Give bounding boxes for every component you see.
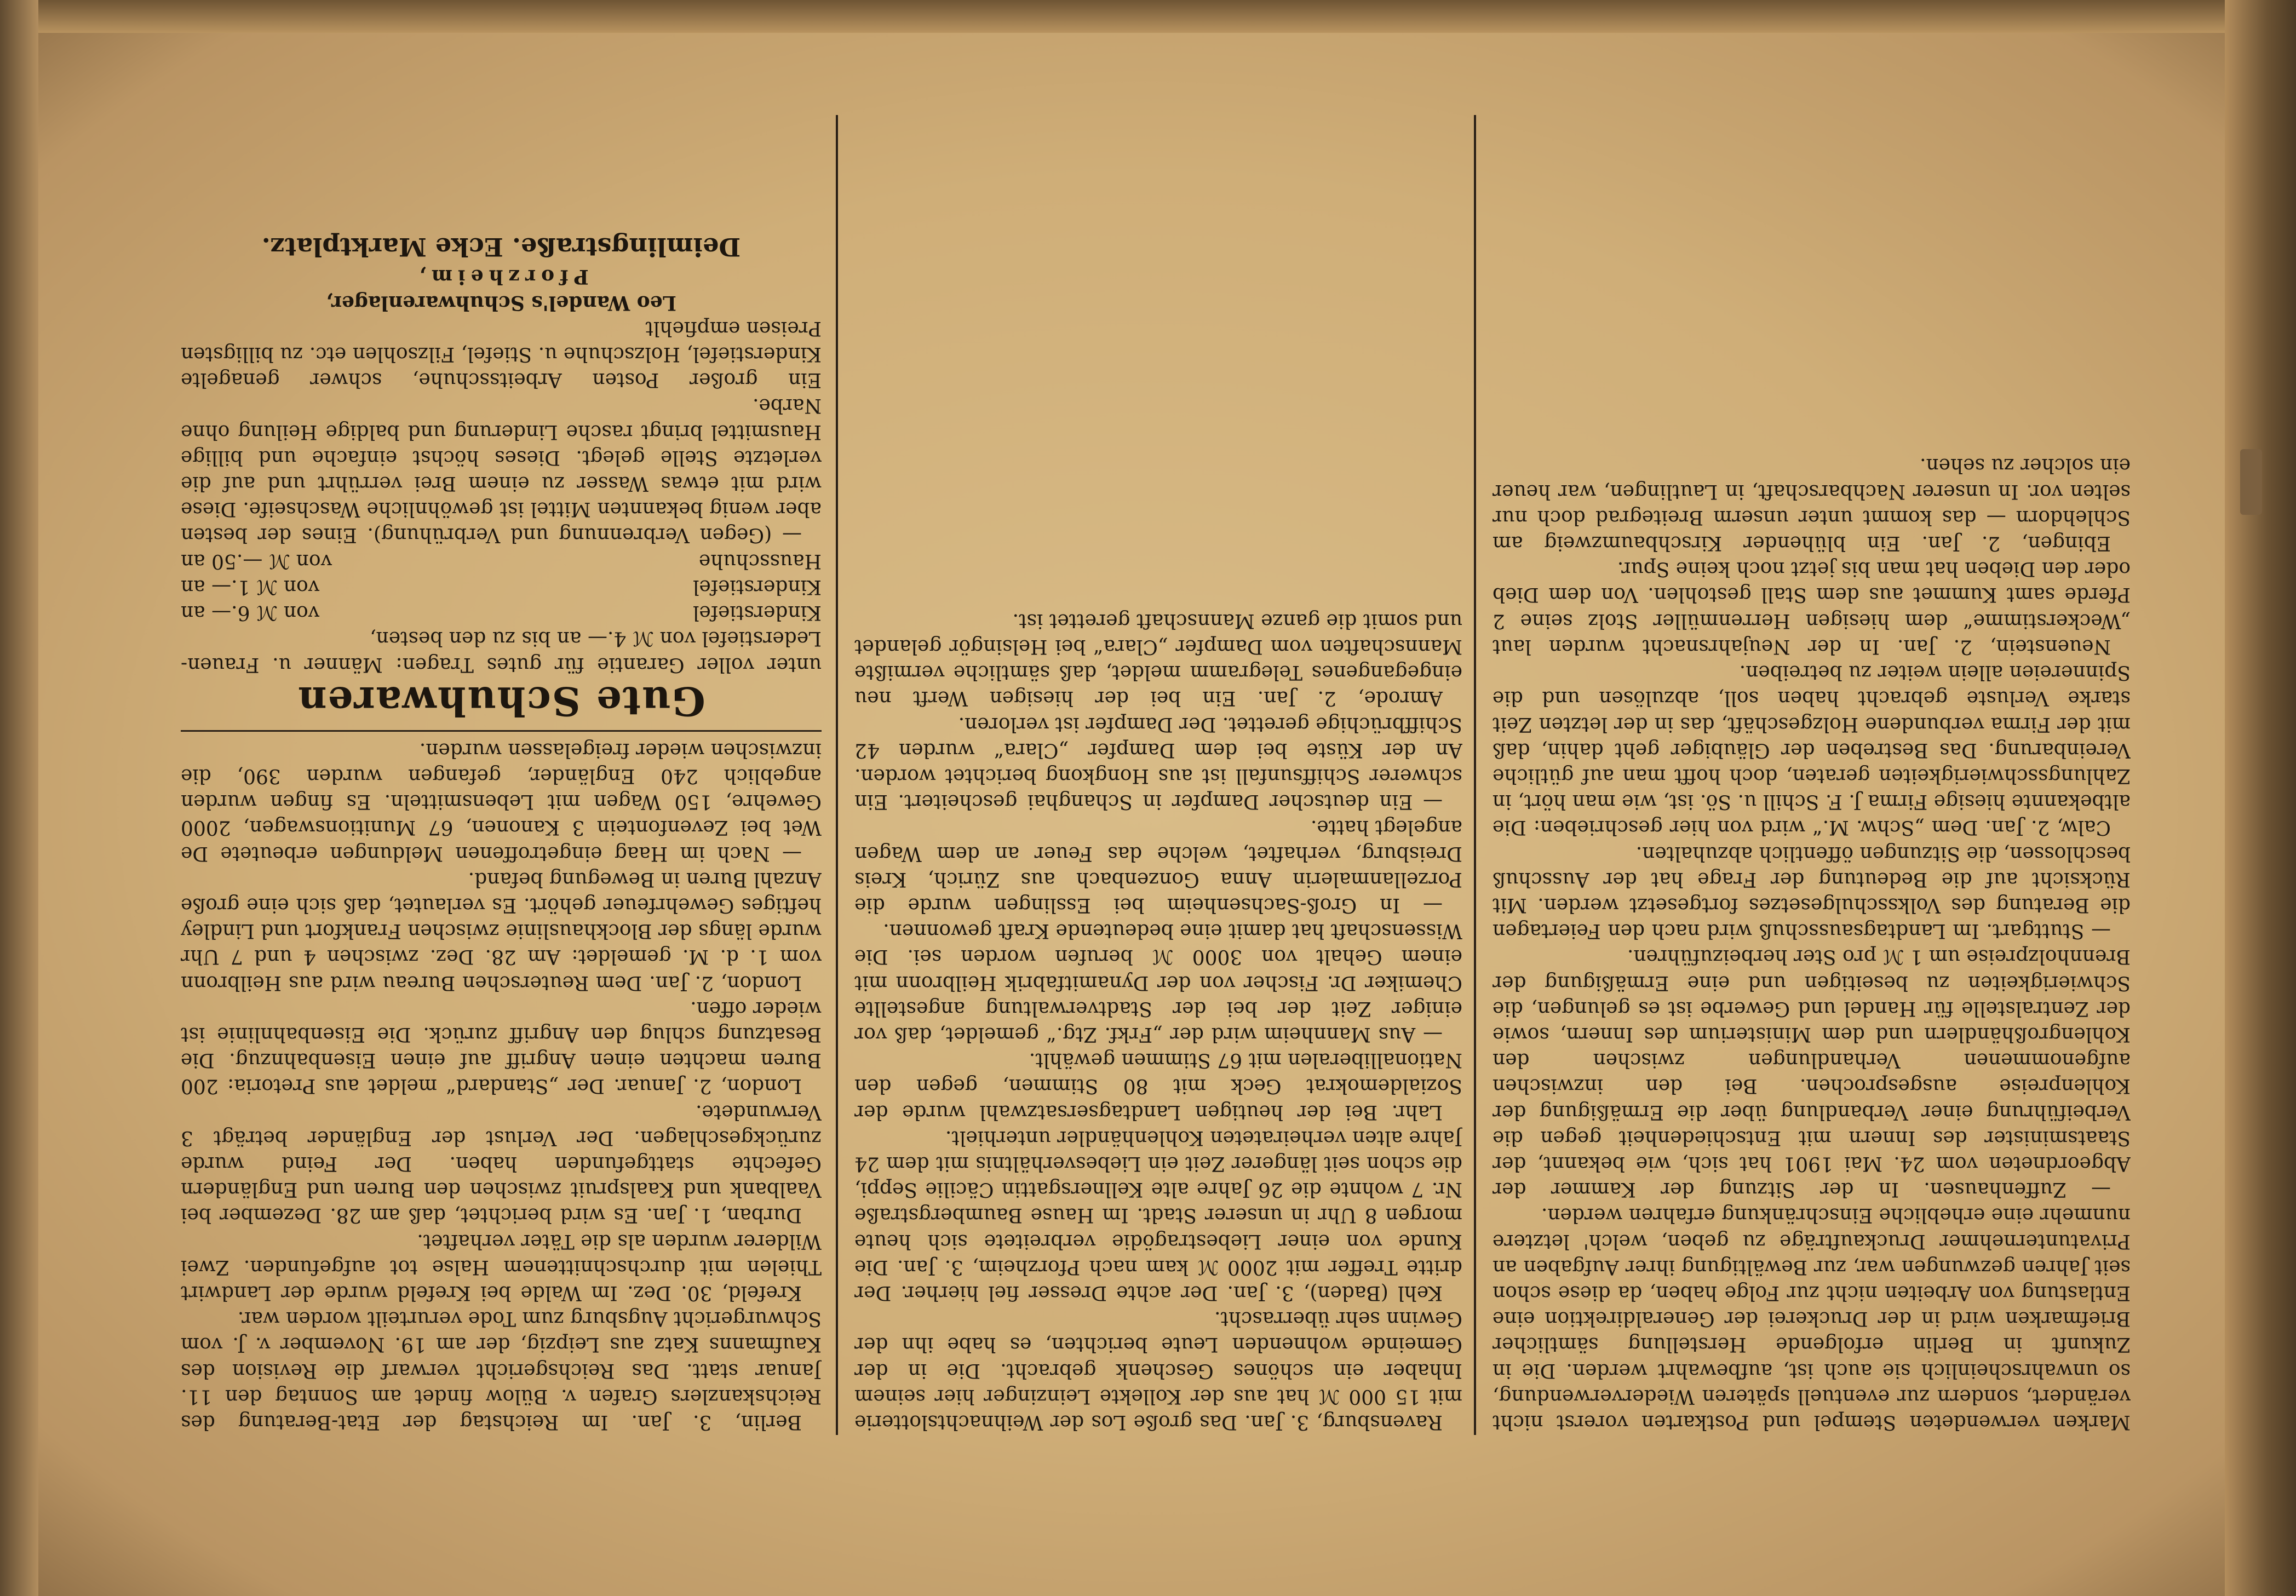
price-item-name: Kinderstiefel [692,601,822,624]
ad-intro: unter voller Garantie für gutes Tragen: Männer u. Frauen-Lederstiefel von ℳ 4.— an bis zu den besten, [181,627,822,676]
article-paragraph: Marken verwendeten Stempel und Postkarten vorerst nicht verändert, sondern zur eventuell späteren Wiederverwendung, so unwahrscheinlich sie auch ist, aufbewahrt werden. Die in Zukunft in Berlin erfolgende Herstellung sämtlicher Briefmarken wird in der Druckerei der Generaldirektion eine Entlastung von Arbeiten nicht zur Folge haben, da diese schon seit Jahren gezwungen war, zur Bewältigung ihrer Aufgaben an Privatunternehmer Druckaufträge zu geben, welch' letztere nunmehr eine erhebliche Einschränkung erfahren werden. [1493,1204,2131,1433]
section-divider [181,730,822,732]
newspaper-page [181,115,2131,1435]
column-rule [836,115,838,1435]
article-paragraph: London, 2. Januar. Der „Standard“ meldet aus Pretoria: 200 Buren machten einen Angriff auf einen Eisenbahnzug. Die Besatzung schlug den Angriff zurück. Die Eisenbahnlinie ist wieder offen. [181,997,822,1098]
price-item-price: von ℳ 1.— an [181,575,320,598]
price-item-name: Hausschuhe [698,549,822,572]
article-paragraph: — In Groß-Sachsenheim bei Esslingen wurde die Porzellanmalerin Anna Gonzenbach aus Zürich, Kreis Dreisburg, verhaftet, welche das Feuer an dem Wagen angelegt hatte. [854,816,1462,916]
ad-text: Ein großer Posten Arbeitsschuhe, schwer genagelte Kinderstiefel, Holzschuhe u. Stiefel, Filzsohlen etc. zu billigsten Preisen empfiehlt [181,317,822,392]
article-paragraph: Lahr. Bei der heutigen Landtagsersatzwahl wurde der Sozialdemokrat Geck mit 80 Stimmen, gegen den Nationalliberalen mit 67 Stimmen gewählt. [854,1049,1462,1123]
article-paragraph: Ravensburg, 3. Jan. Das große Los der Weihnachtslotterie mit 15 000 ℳ hat aus der Kollekte Leinzinger hier seinem Inhaber ein schönes Geschenk gebracht. Die in der Gemeinde wohnenden Leute berichten, es habe ihn der Gewinn sehr überrascht. [854,1307,1462,1433]
article-paragraph: — Stuttgart. Im Landtagsausschuß wird nach den Feiertagen die Beratung des Volksschulgesetzes fortgesetzt werden. Mit Rücksicht auf die Bedeutung der Frage hat der Ausschuß beschlossen, die Sitzungen öffentlich abzuhalten. [1493,842,2131,943]
column-left [1493,115,2131,1435]
advertisement [181,231,822,724]
price-list [181,548,822,626]
article-paragraph: Berlin, 3. Jan. Im Reichstag der Etat-Beratung des Reichskanzlers Grafen v. Bülow findet am Sonntag den 11. Januar statt. Das Reichsgericht verwarf die Revision des Kaufmanns Katz aus Leipzig, der am 19. November v. J. vom Schwurgericht Augsburg zum Tode verurteilt worden war. [181,1307,822,1433]
price-item-price: von ℳ 6.— an [181,601,320,624]
ad-shop-name: Leo Wandel's Schuhwarenlager, [326,291,676,314]
article-paragraph: London, 2. Jan. Dem Reuterschen Bureau wird aus Heilbronn vom 1. d. M. gemeldet: Am 28. Dez. zwischen 4 und 7 Uhr wurde längs der Blockhauslinie zwischen Frankfort und Lindley heftiges Gewehrfeuer gehört. Es verlautet, daß sich eine große Anzahl Buren in Bewegung befand. [181,868,822,994]
column-rule [1474,115,1476,1435]
article-paragraph: Kehl (Baden), 3. Jan. Der achte Dresser fiel hierher. Der dritte Treffer mit 2000 ℳ kam nach Pforzheim, 3. Jan. Die Kunde von einer Liebestragödie verbreitete sich heute morgen 8 Uhr in unserer Stadt. Im Hause Baumbergstraße Nr. 7 wohnte die 26 Jahre alte Kellnersgattin Cäcilie Seppi, die schon seit längerer Zeit ein Liebesverhältnis mit dem 24 Jahre alten verheirateten Kohlenhändler unterhielt. [854,1126,1462,1304]
price-item-price: von ℳ —.50 an [181,549,332,572]
ad-address: Deimlingstraße. Ecke Marktplatz. [261,232,741,262]
article-paragraph: Neuenstein, 2. Jan. In der Neujahrsnacht wurden laut „Weckerstimme“ dem hiesigen Herrenmüller Stolz seine 2 Pferde samt Kummet aus dem Stall gestohlen. Von dem Dieb oder den Dieben hat man bis jetzt noch keine Spur. [1493,558,2131,658]
article-paragraph: — Aus Mannheim wird der „Frkf. Ztg.“ gemeldet, daß vor einiger Zeit der bei der Stadtverwaltung angestellte Chemiker Dr. Fischer von der Dynamitfabrik Heilbronn mit einem Gehalt von 3000 ℳ berufen worden sei. Die Wissenschaft hat damit eine bedeutende Kraft gewonnen. [854,920,1462,1046]
ad-city: Pforzheim, [414,265,589,289]
article-paragraph: — Zuffenhausen. In der Sitzung der Kammer der Abgeordneten vom 24. Mai 1901 hat sich, wie bekannt, der Staatsminister des Innern mit Entschiedenheit gegen die Verbeiführung einer Verbandlung über die Ermäßigung der Kohlenpreise ausgesprochen. Bei den inzwischen aufgenommenen Verhandlungen zwischen den Kohlengroßhändlern und dem Ministerium des Innern, sowie der Zentralstelle für Handel und Gewerbe ist es gelungen, die Schwierigkeiten zu beseitigen und eine Ermäßigung der Brennholzpreise um 1 ℳ pro Ster herbeizuführen. [1493,945,2131,1201]
column-middle [854,115,1462,1435]
ad-title: Gute Schuhwaren [297,678,705,725]
article-paragraph: — Nach im Haag eingetroffenen Meldungen erbeutete De Wet bei Zevenfontein 3 Kanonen, 67 Munitionswagen, 2000 Gewehre, 150 Wagen mit Lebensmitteln. Es fingen wurden angeblich 240 Engländer, gefangen wurden 390, die inzwischen wieder freigelassen wurden. [181,738,822,865]
price-row [181,574,822,600]
price-row [181,600,822,625]
price-row [181,548,822,574]
article-paragraph: Krefeld, 30. Dez. Im Walde bei Krefeld wurde der Landwirt Thielen mit durchschnittenem Halse tot aufgefunden. Zwei Wilderer wurden als die Täter verhaftet. [181,1230,822,1304]
page-tab [2240,449,2262,515]
left-page-edge [0,0,38,1596]
article-paragraph: Ebingen, 2. Jan. Ein blühender Kirschbaumzweig am Schlehdorn — das kommt unter unserm Breitegrad doch nur selten vor. In unserer Nachbarschaft, in Lautlingen, war heuer ein solcher zu sehen. [1493,454,2131,555]
article-paragraph: Amrode, 2. Jan. Ein bei der hiesigen Werft neu eingegangenes Telegramm meldet, daß sämtliche vermißte Mannschaften vom Dampfer „Clara“ bei Helsingör gelandet und somit die ganze Mannschaft gerettet ist. [854,609,1462,710]
article-paragraph: — Ein deutscher Dampfer in Schanghai gescheitert. Ein schwerer Schiffsunfall ist aus Hongkong berichtet worden. An der Küste bei dem Dampfer „Clara“ wurden 42 Schiffbrüchige gerettet. Der Dampfer ist verloren. [854,713,1462,813]
price-item-name: Kinderstiefel [692,575,822,598]
page-fold [0,0,2296,33]
article-paragraph: Calw, 2. Jan. Dem „Schw. M.“ wird von hier geschrieben: Die altbekannte hiesige Firma J. F. Schill u. Sö. ist, wie man hört, in Zahlungsschwierigkeiten geraten, doch hofft man auf gütliche Vereinbarung. Das Bestreben der Gläubiger geht dahin, daß mit der Firma verbundene Holzgeschäft, das in der letzten Zeit starke Verluste gebracht haben soll, abzulösen und die Spinnereien allein weiter zu betreiben. [1493,661,2131,839]
book-gutter [2225,0,2296,1596]
article-paragraph: Durban, 1. Jan. Es wird berichtet, daß am 28. Dezember bei Vaalbank und Kaalspruit zwischen den Buren und Engländern Gefechte stattgefunden haben. Der Feind wurde zurückgeschlagen. Der Verlust der Engländer beträgt 3 Verwundete. [181,1100,822,1227]
column-right [181,115,822,1435]
ad-text: — (Gegen Verbrennung und Verbrühung). Eines der besten aber wenig bekannten Mittel ist gewöhnliche Waschseife. Diese wird mit etwas Wasser zu einem Brei verrührt und auf die verletzte Stelle gelegt. Dieses höchst einfache und billige Hausmittel bringt rasche Linderung und baldige Heilung ohne Narbe. [181,394,822,547]
